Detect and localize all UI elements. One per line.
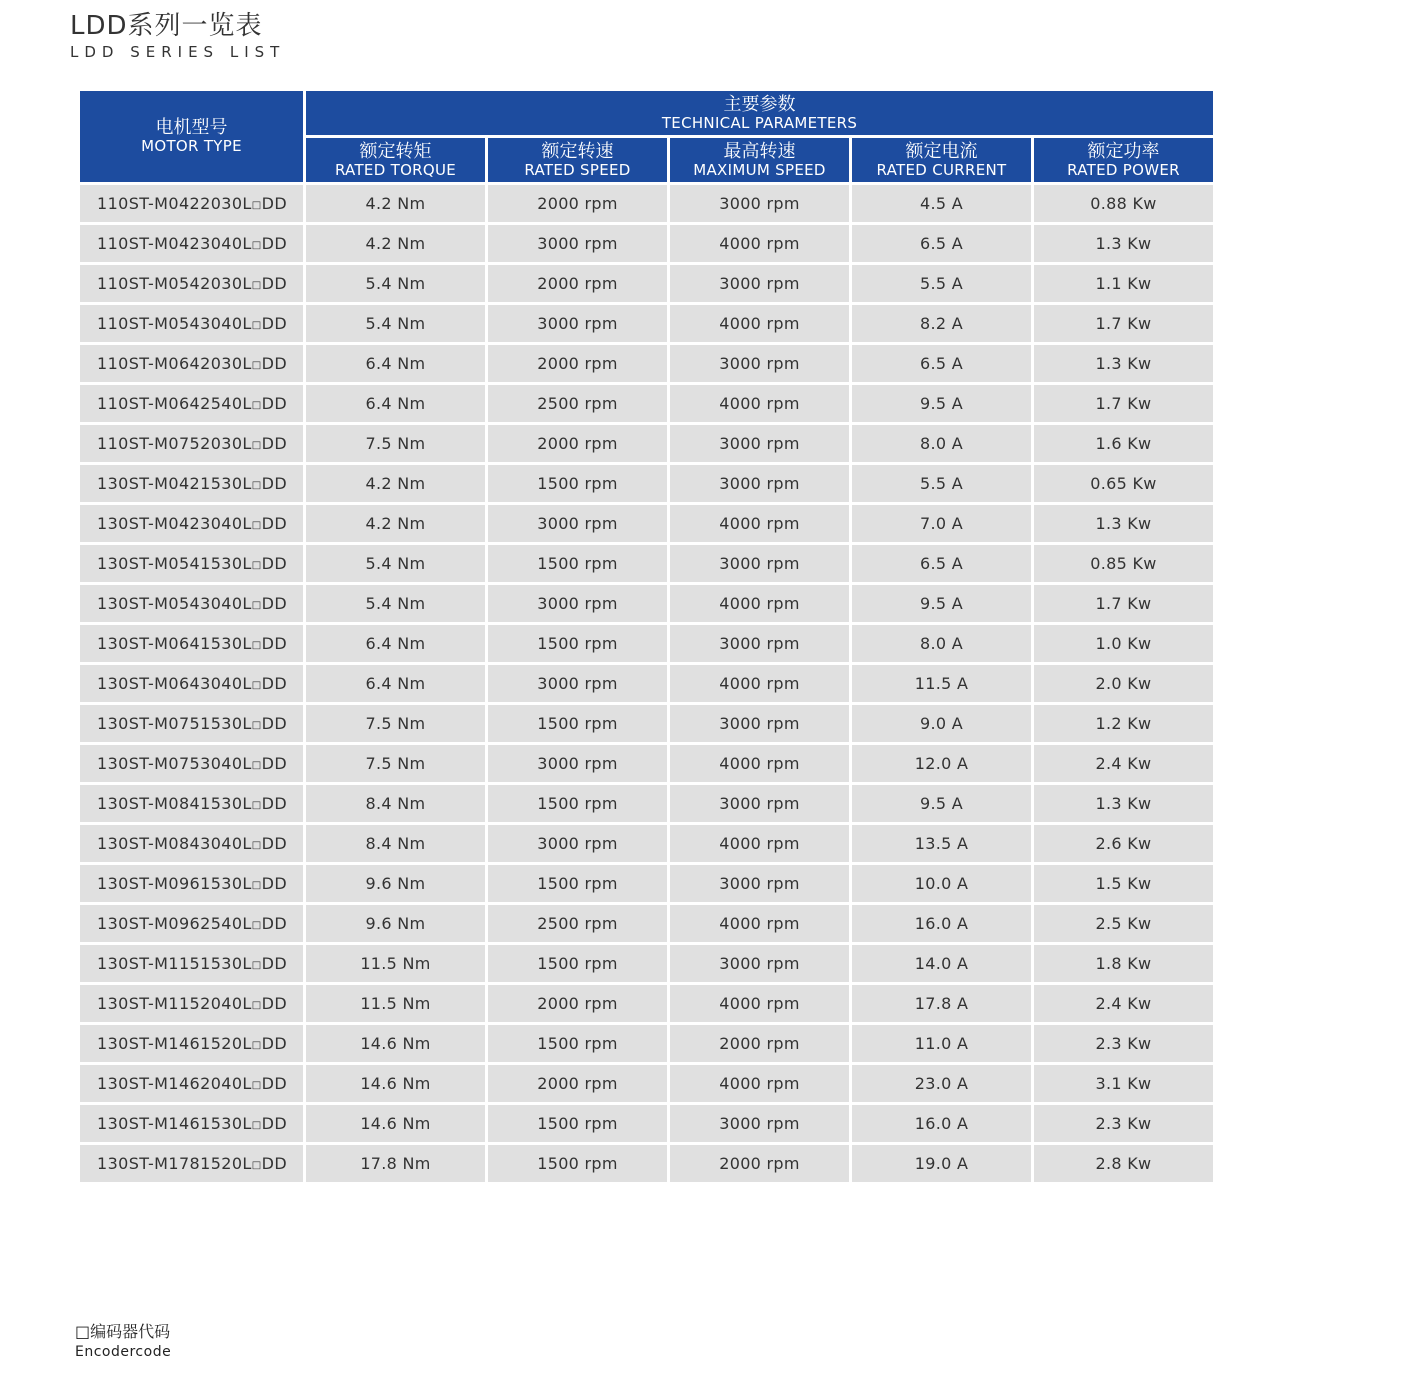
motor-type-cell <box>80 1065 303 1102</box>
motor-type-header <box>80 91 303 182</box>
model-suffix: DD <box>261 194 288 213</box>
motor-type-cell <box>80 265 303 302</box>
rated-current-cell: 12.0 A <box>852 745 1031 782</box>
model-suffix: DD <box>261 474 288 493</box>
rated-power-cell: 1.1 Kw <box>1034 265 1213 302</box>
model-suffix: DD <box>261 1074 288 1093</box>
motor-type-cell <box>80 225 303 262</box>
rated-power-cell: 2.4 Kw <box>1034 745 1213 782</box>
column-header-rated-power <box>1034 138 1213 182</box>
model-code: 110ST-M0543040L <box>97 314 252 333</box>
maximum-speed-cell: 4000 rpm <box>670 225 849 262</box>
model-code: 110ST-M0752030L <box>97 434 252 453</box>
rated-power-cell: 2.5 Kw <box>1034 905 1213 942</box>
table-row <box>80 305 1213 342</box>
model-suffix: DD <box>261 914 288 933</box>
maximum-speed-cell: 3000 rpm <box>670 545 849 582</box>
maximum-speed-cell: 4000 rpm <box>670 305 849 342</box>
rated-torque-cell: 5.4 Nm <box>306 305 485 342</box>
encoder-placeholder-icon: □ <box>251 1040 262 1051</box>
rated-torque-cell: 9.6 Nm <box>306 865 485 902</box>
rated-power-cell: 1.8 Kw <box>1034 945 1213 982</box>
model-code: 110ST-M0642540L <box>97 394 252 413</box>
model-code: 130ST-M0962540L <box>97 914 252 933</box>
maximum-speed-cell: 3000 rpm <box>670 785 849 822</box>
rated-power-cell: 2.3 Kw <box>1034 1105 1213 1142</box>
encoder-placeholder-icon: □ <box>251 1080 262 1091</box>
rated-current-cell: 13.5 A <box>852 825 1031 862</box>
model-code: 130ST-M0421530L <box>97 474 252 493</box>
table-row <box>80 465 1213 502</box>
rated-speed-cell: 1500 rpm <box>488 465 667 502</box>
model-suffix: DD <box>261 634 288 653</box>
model-code: 130ST-M1781520L <box>97 1154 252 1173</box>
table-body <box>80 185 1213 1182</box>
rated-torque-cell: 14.6 Nm <box>306 1065 485 1102</box>
footnote <box>75 1322 171 1362</box>
motor-type-cell <box>80 945 303 982</box>
rated-torque-cell: 4.2 Nm <box>306 225 485 262</box>
rated-speed-cell: 1500 rpm <box>488 1145 667 1182</box>
rated-speed-cell: 1500 rpm <box>488 865 667 902</box>
table-row <box>80 1145 1213 1182</box>
ldd-series-table <box>77 88 1216 1185</box>
encoder-placeholder-icon: □ <box>251 520 262 531</box>
encoder-placeholder-icon: □ <box>251 680 262 691</box>
rated-torque-cell: 5.4 Nm <box>306 585 485 622</box>
maximum-speed-cell: 4000 rpm <box>670 745 849 782</box>
motor-type-cell <box>80 1025 303 1062</box>
table-row <box>80 505 1213 542</box>
rated-torque-cell: 11.5 Nm <box>306 985 485 1022</box>
model-suffix: DD <box>261 834 288 853</box>
motor-type-cell <box>80 185 303 222</box>
motor-type-cell <box>80 625 303 662</box>
rated-power-cell: 2.3 Kw <box>1034 1025 1213 1062</box>
model-suffix: DD <box>261 434 288 453</box>
rated-current-cell: 8.0 A <box>852 625 1031 662</box>
technical-parameters-header <box>306 91 1213 135</box>
encoder-placeholder-icon: □ <box>251 640 262 651</box>
rated-speed-cell: 3000 rpm <box>488 665 667 702</box>
page-title <box>70 10 285 62</box>
rated-speed-cell: 3000 rpm <box>488 225 667 262</box>
encoder-placeholder-icon: □ <box>251 880 262 891</box>
rated-power-cell: 1.6 Kw <box>1034 425 1213 462</box>
maximum-speed-cell: 4000 rpm <box>670 985 849 1022</box>
column-header-rated-current <box>852 138 1031 182</box>
rated-current-cell: 9.5 A <box>852 585 1031 622</box>
model-suffix: DD <box>261 314 288 333</box>
model-suffix: DD <box>261 674 288 693</box>
encoder-placeholder-icon: □ <box>251 960 262 971</box>
rated-speed-cell: 3000 rpm <box>488 585 667 622</box>
rated-power-cell: 1.3 Kw <box>1034 345 1213 382</box>
rated-current-cell: 16.0 A <box>852 1105 1031 1142</box>
model-code: 110ST-M0422030L <box>97 194 252 213</box>
motor-type-cell <box>80 785 303 822</box>
encoder-placeholder-icon: □ <box>251 800 262 811</box>
encoder-placeholder-icon: □ <box>251 320 262 331</box>
rated-power-cell: 1.3 Kw <box>1034 505 1213 542</box>
column-header-rated-speed <box>488 138 667 182</box>
maximum-speed-cell: 3000 rpm <box>670 1105 849 1142</box>
rated-speed-cell: 1500 rpm <box>488 705 667 742</box>
model-suffix: DD <box>261 394 288 413</box>
table-row <box>80 545 1213 582</box>
encoder-placeholder-icon: □ <box>251 720 262 731</box>
rated-speed-cell: 3000 rpm <box>488 305 667 342</box>
table-row <box>80 1065 1213 1102</box>
encoder-placeholder-icon: □ <box>251 760 262 771</box>
rated-speed-cell: 1500 rpm <box>488 1105 667 1142</box>
header-row-group <box>80 91 1213 135</box>
motor-type-cell <box>80 305 303 342</box>
rated-current-cell: 5.5 A <box>852 265 1031 302</box>
rated-torque-cell: 6.4 Nm <box>306 665 485 702</box>
rated-power-cell: 1.5 Kw <box>1034 865 1213 902</box>
rated-torque-cell: 17.8 Nm <box>306 1145 485 1182</box>
model-suffix: DD <box>261 874 288 893</box>
rated-power-cell: 1.3 Kw <box>1034 225 1213 262</box>
rated-speed-cell: 2000 rpm <box>488 345 667 382</box>
motor-type-cell <box>80 825 303 862</box>
encoder-placeholder-icon: □ <box>251 440 262 451</box>
motor-type-cell <box>80 345 303 382</box>
rated-torque-cell: 4.2 Nm <box>306 505 485 542</box>
table-row <box>80 585 1213 622</box>
rated-torque-cell: 5.4 Nm <box>306 545 485 582</box>
rated-torque-cell: 14.6 Nm <box>306 1025 485 1062</box>
title-english: LDD SERIES LIST <box>70 43 286 61</box>
rated-current-cell: 11.5 A <box>852 665 1031 702</box>
rated-current-cell: 19.0 A <box>852 1145 1031 1182</box>
rated-speed-cell: 1500 rpm <box>488 625 667 662</box>
rated-torque-cell: 6.4 Nm <box>306 345 485 382</box>
motor-type-cell <box>80 385 303 422</box>
maximum-speed-cell: 3000 rpm <box>670 345 849 382</box>
rated-current-cell: 23.0 A <box>852 1065 1031 1102</box>
rated-speed-cell: 2500 rpm <box>488 385 667 422</box>
rated-power-cell: 1.7 Kw <box>1034 585 1213 622</box>
rated-speed-cell: 2000 rpm <box>488 985 667 1022</box>
motor-type-cell <box>80 665 303 702</box>
encoder-placeholder-icon: □ <box>251 1000 262 1011</box>
rated-power-cell: 0.65 Kw <box>1034 465 1213 502</box>
technical-parameters-header-cn: 主要参数 <box>723 93 796 115</box>
table-row <box>80 785 1213 822</box>
column-header-cn: 额定转矩 <box>359 140 432 162</box>
rated-speed-cell: 2000 rpm <box>488 1065 667 1102</box>
column-header-cn: 额定转速 <box>541 140 614 162</box>
rated-speed-cell: 1500 rpm <box>488 545 667 582</box>
rated-speed-cell: 1500 rpm <box>488 785 667 822</box>
model-code: 130ST-M1461520L <box>97 1034 252 1053</box>
column-header-maximum-speed <box>670 138 849 182</box>
model-code: 130ST-M0423040L <box>97 514 252 533</box>
model-suffix: DD <box>261 1154 288 1173</box>
rated-current-cell: 7.0 A <box>852 505 1031 542</box>
maximum-speed-cell: 4000 rpm <box>670 585 849 622</box>
model-code: 130ST-M0543040L <box>97 594 252 613</box>
column-header-en: RATED POWER <box>1067 160 1180 179</box>
rated-current-cell: 11.0 A <box>852 1025 1031 1062</box>
model-suffix: DD <box>261 274 288 293</box>
model-code: 130ST-M0753040L <box>97 754 252 773</box>
rated-speed-cell: 1500 rpm <box>488 945 667 982</box>
rated-current-cell: 5.5 A <box>852 465 1031 502</box>
maximum-speed-cell: 3000 rpm <box>670 185 849 222</box>
rated-power-cell: 1.0 Kw <box>1034 625 1213 662</box>
encoder-placeholder-icon: □ <box>251 360 262 371</box>
rated-power-cell: 1.3 Kw <box>1034 785 1213 822</box>
title-chinese: LDD系列一览表 <box>70 11 263 41</box>
rated-speed-cell: 3000 rpm <box>488 505 667 542</box>
model-code: 130ST-M0643040L <box>97 674 252 693</box>
model-suffix: DD <box>261 514 288 533</box>
table-row <box>80 745 1213 782</box>
motor-type-cell <box>80 865 303 902</box>
model-suffix: DD <box>261 954 288 973</box>
motor-type-cell <box>80 585 303 622</box>
table-row <box>80 865 1213 902</box>
maximum-speed-cell: 3000 rpm <box>670 265 849 302</box>
encoder-placeholder-icon: □ <box>251 280 262 291</box>
column-header-cn: 最高转速 <box>723 140 796 162</box>
column-header-en: MAXIMUM SPEED <box>693 160 826 179</box>
rated-current-cell: 6.5 A <box>852 345 1031 382</box>
rated-power-cell: 0.85 Kw <box>1034 545 1213 582</box>
rated-current-cell: 17.8 A <box>852 985 1031 1022</box>
model-suffix: DD <box>261 1114 288 1133</box>
table-row <box>80 905 1213 942</box>
model-code: 130ST-M1151530L <box>97 954 252 973</box>
model-suffix: DD <box>261 794 288 813</box>
rated-torque-cell: 11.5 Nm <box>306 945 485 982</box>
rated-power-cell: 2.4 Kw <box>1034 985 1213 1022</box>
maximum-speed-cell: 3000 rpm <box>670 625 849 662</box>
model-suffix: DD <box>261 554 288 573</box>
maximum-speed-cell: 3000 rpm <box>670 705 849 742</box>
model-code: 130ST-M0841530L <box>97 794 252 813</box>
model-suffix: DD <box>261 234 288 253</box>
table-row <box>80 985 1213 1022</box>
table-row <box>80 705 1213 742</box>
rated-power-cell: 1.7 Kw <box>1034 305 1213 342</box>
model-code: 130ST-M1462040L <box>97 1074 252 1093</box>
motor-type-cell <box>80 745 303 782</box>
rated-power-cell: 1.2 Kw <box>1034 705 1213 742</box>
rated-current-cell: 9.5 A <box>852 385 1031 422</box>
maximum-speed-cell: 3000 rpm <box>670 425 849 462</box>
maximum-speed-cell: 2000 rpm <box>670 1025 849 1062</box>
table-row <box>80 385 1213 422</box>
rated-current-cell: 6.5 A <box>852 225 1031 262</box>
model-code: 130ST-M1152040L <box>97 994 252 1013</box>
table-row <box>80 345 1213 382</box>
column-header-en: RATED SPEED <box>524 160 631 179</box>
rated-power-cell: 2.0 Kw <box>1034 665 1213 702</box>
maximum-speed-cell: 4000 rpm <box>670 905 849 942</box>
rated-speed-cell: 2000 rpm <box>488 265 667 302</box>
encoder-placeholder-icon: □ <box>251 200 262 211</box>
motor-type-cell <box>80 705 303 742</box>
rated-current-cell: 8.2 A <box>852 305 1031 342</box>
table-row <box>80 625 1213 662</box>
motor-type-cell <box>80 545 303 582</box>
rated-power-cell: 3.1 Kw <box>1034 1065 1213 1102</box>
rated-torque-cell: 4.2 Nm <box>306 465 485 502</box>
rated-current-cell: 4.5 A <box>852 185 1031 222</box>
table-row <box>80 945 1213 982</box>
model-code: 130ST-M0843040L <box>97 834 252 853</box>
motor-type-header-cn: 电机型号 <box>155 117 228 138</box>
rated-torque-cell: 6.4 Nm <box>306 625 485 662</box>
motor-type-cell <box>80 425 303 462</box>
rated-speed-cell: 1500 rpm <box>488 1025 667 1062</box>
rated-torque-cell: 5.4 Nm <box>306 265 485 302</box>
column-header-rated-torque <box>306 138 485 182</box>
rated-current-cell: 9.0 A <box>852 705 1031 742</box>
encoder-placeholder-icon: □ <box>251 400 262 411</box>
model-code: 130ST-M0751530L <box>97 714 252 733</box>
rated-speed-cell: 2500 rpm <box>488 905 667 942</box>
rated-current-cell: 6.5 A <box>852 545 1031 582</box>
table-row <box>80 1025 1213 1062</box>
model-code: 110ST-M0542030L <box>97 274 252 293</box>
motor-type-cell <box>80 465 303 502</box>
maximum-speed-cell: 3000 rpm <box>670 865 849 902</box>
maximum-speed-cell: 3000 rpm <box>670 465 849 502</box>
rated-torque-cell: 9.6 Nm <box>306 905 485 942</box>
motor-type-cell <box>80 985 303 1022</box>
table-row <box>80 425 1213 462</box>
table-row <box>80 225 1213 262</box>
rated-torque-cell: 7.5 Nm <box>306 425 485 462</box>
model-suffix: DD <box>261 714 288 733</box>
rated-torque-cell: 8.4 Nm <box>306 825 485 862</box>
encoder-placeholder-icon: □ <box>251 840 262 851</box>
maximum-speed-cell: 2000 rpm <box>670 1145 849 1182</box>
rated-torque-cell: 4.2 Nm <box>306 185 485 222</box>
model-suffix: DD <box>261 354 288 373</box>
rated-current-cell: 14.0 A <box>852 945 1031 982</box>
encoder-placeholder-icon: □ <box>251 1160 262 1171</box>
rated-power-cell: 1.7 Kw <box>1034 385 1213 422</box>
rated-torque-cell: 8.4 Nm <box>306 785 485 822</box>
rated-current-cell: 10.0 A <box>852 865 1031 902</box>
column-header-cn: 额定电流 <box>905 140 978 162</box>
table-row <box>80 825 1213 862</box>
encoder-placeholder-icon: □ <box>251 240 262 251</box>
maximum-speed-cell: 3000 rpm <box>670 945 849 982</box>
motor-type-header-en: MOTOR TYPE <box>141 137 242 155</box>
rated-power-cell: 0.88 Kw <box>1034 185 1213 222</box>
model-suffix: DD <box>261 994 288 1013</box>
column-header-cn: 额定功率 <box>1087 140 1160 162</box>
encoder-placeholder-icon: □ <box>251 920 262 931</box>
table-row <box>80 185 1213 222</box>
encoder-placeholder-icon: □ <box>251 480 262 491</box>
table-row <box>80 265 1213 302</box>
motor-type-cell <box>80 1105 303 1142</box>
motor-type-cell <box>80 1145 303 1182</box>
maximum-speed-cell: 4000 rpm <box>670 665 849 702</box>
rated-current-cell: 9.5 A <box>852 785 1031 822</box>
footnote-encoder-en: Encodercode <box>75 1344 172 1360</box>
rated-speed-cell: 2000 rpm <box>488 425 667 462</box>
model-code: 130ST-M1461530L <box>97 1114 252 1133</box>
model-code: 130ST-M0541530L <box>97 554 252 573</box>
column-header-en: RATED TORQUE <box>334 160 457 179</box>
maximum-speed-cell: 4000 rpm <box>670 505 849 542</box>
rated-speed-cell: 3000 rpm <box>488 825 667 862</box>
encoder-placeholder-icon: □ <box>251 1120 262 1131</box>
model-code: 130ST-M0961530L <box>97 874 252 893</box>
table-row <box>80 665 1213 702</box>
model-code: 110ST-M0423040L <box>97 234 252 253</box>
encoder-placeholder-icon: □ <box>251 560 262 571</box>
table-row <box>80 1105 1213 1142</box>
maximum-speed-cell: 4000 rpm <box>670 385 849 422</box>
rated-torque-cell: 7.5 Nm <box>306 705 485 742</box>
model-suffix: DD <box>261 1034 288 1053</box>
motor-type-cell <box>80 505 303 542</box>
rated-power-cell: 2.6 Kw <box>1034 825 1213 862</box>
rated-current-cell: 8.0 A <box>852 425 1031 462</box>
maximum-speed-cell: 4000 rpm <box>670 825 849 862</box>
model-code: 130ST-M0641530L <box>97 634 252 653</box>
rated-torque-cell: 7.5 Nm <box>306 745 485 782</box>
model-suffix: DD <box>261 594 288 613</box>
rated-torque-cell: 14.6 Nm <box>306 1105 485 1142</box>
technical-parameters-header-en: TECHNICAL PARAMETERS <box>661 113 858 132</box>
encoder-placeholder-icon: □ <box>251 600 262 611</box>
column-header-en: RATED CURRENT <box>876 160 1007 179</box>
motor-type-cell <box>80 905 303 942</box>
rated-power-cell: 2.8 Kw <box>1034 1145 1213 1182</box>
footnote-encoder-cn: □编码器代码 <box>75 1322 171 1341</box>
rated-speed-cell: 2000 rpm <box>488 185 667 222</box>
model-code: 110ST-M0642030L <box>97 354 252 373</box>
rated-current-cell: 16.0 A <box>852 905 1031 942</box>
maximum-speed-cell: 4000 rpm <box>670 1065 849 1102</box>
rated-speed-cell: 3000 rpm <box>488 745 667 782</box>
model-suffix: DD <box>261 754 288 773</box>
rated-torque-cell: 6.4 Nm <box>306 385 485 422</box>
